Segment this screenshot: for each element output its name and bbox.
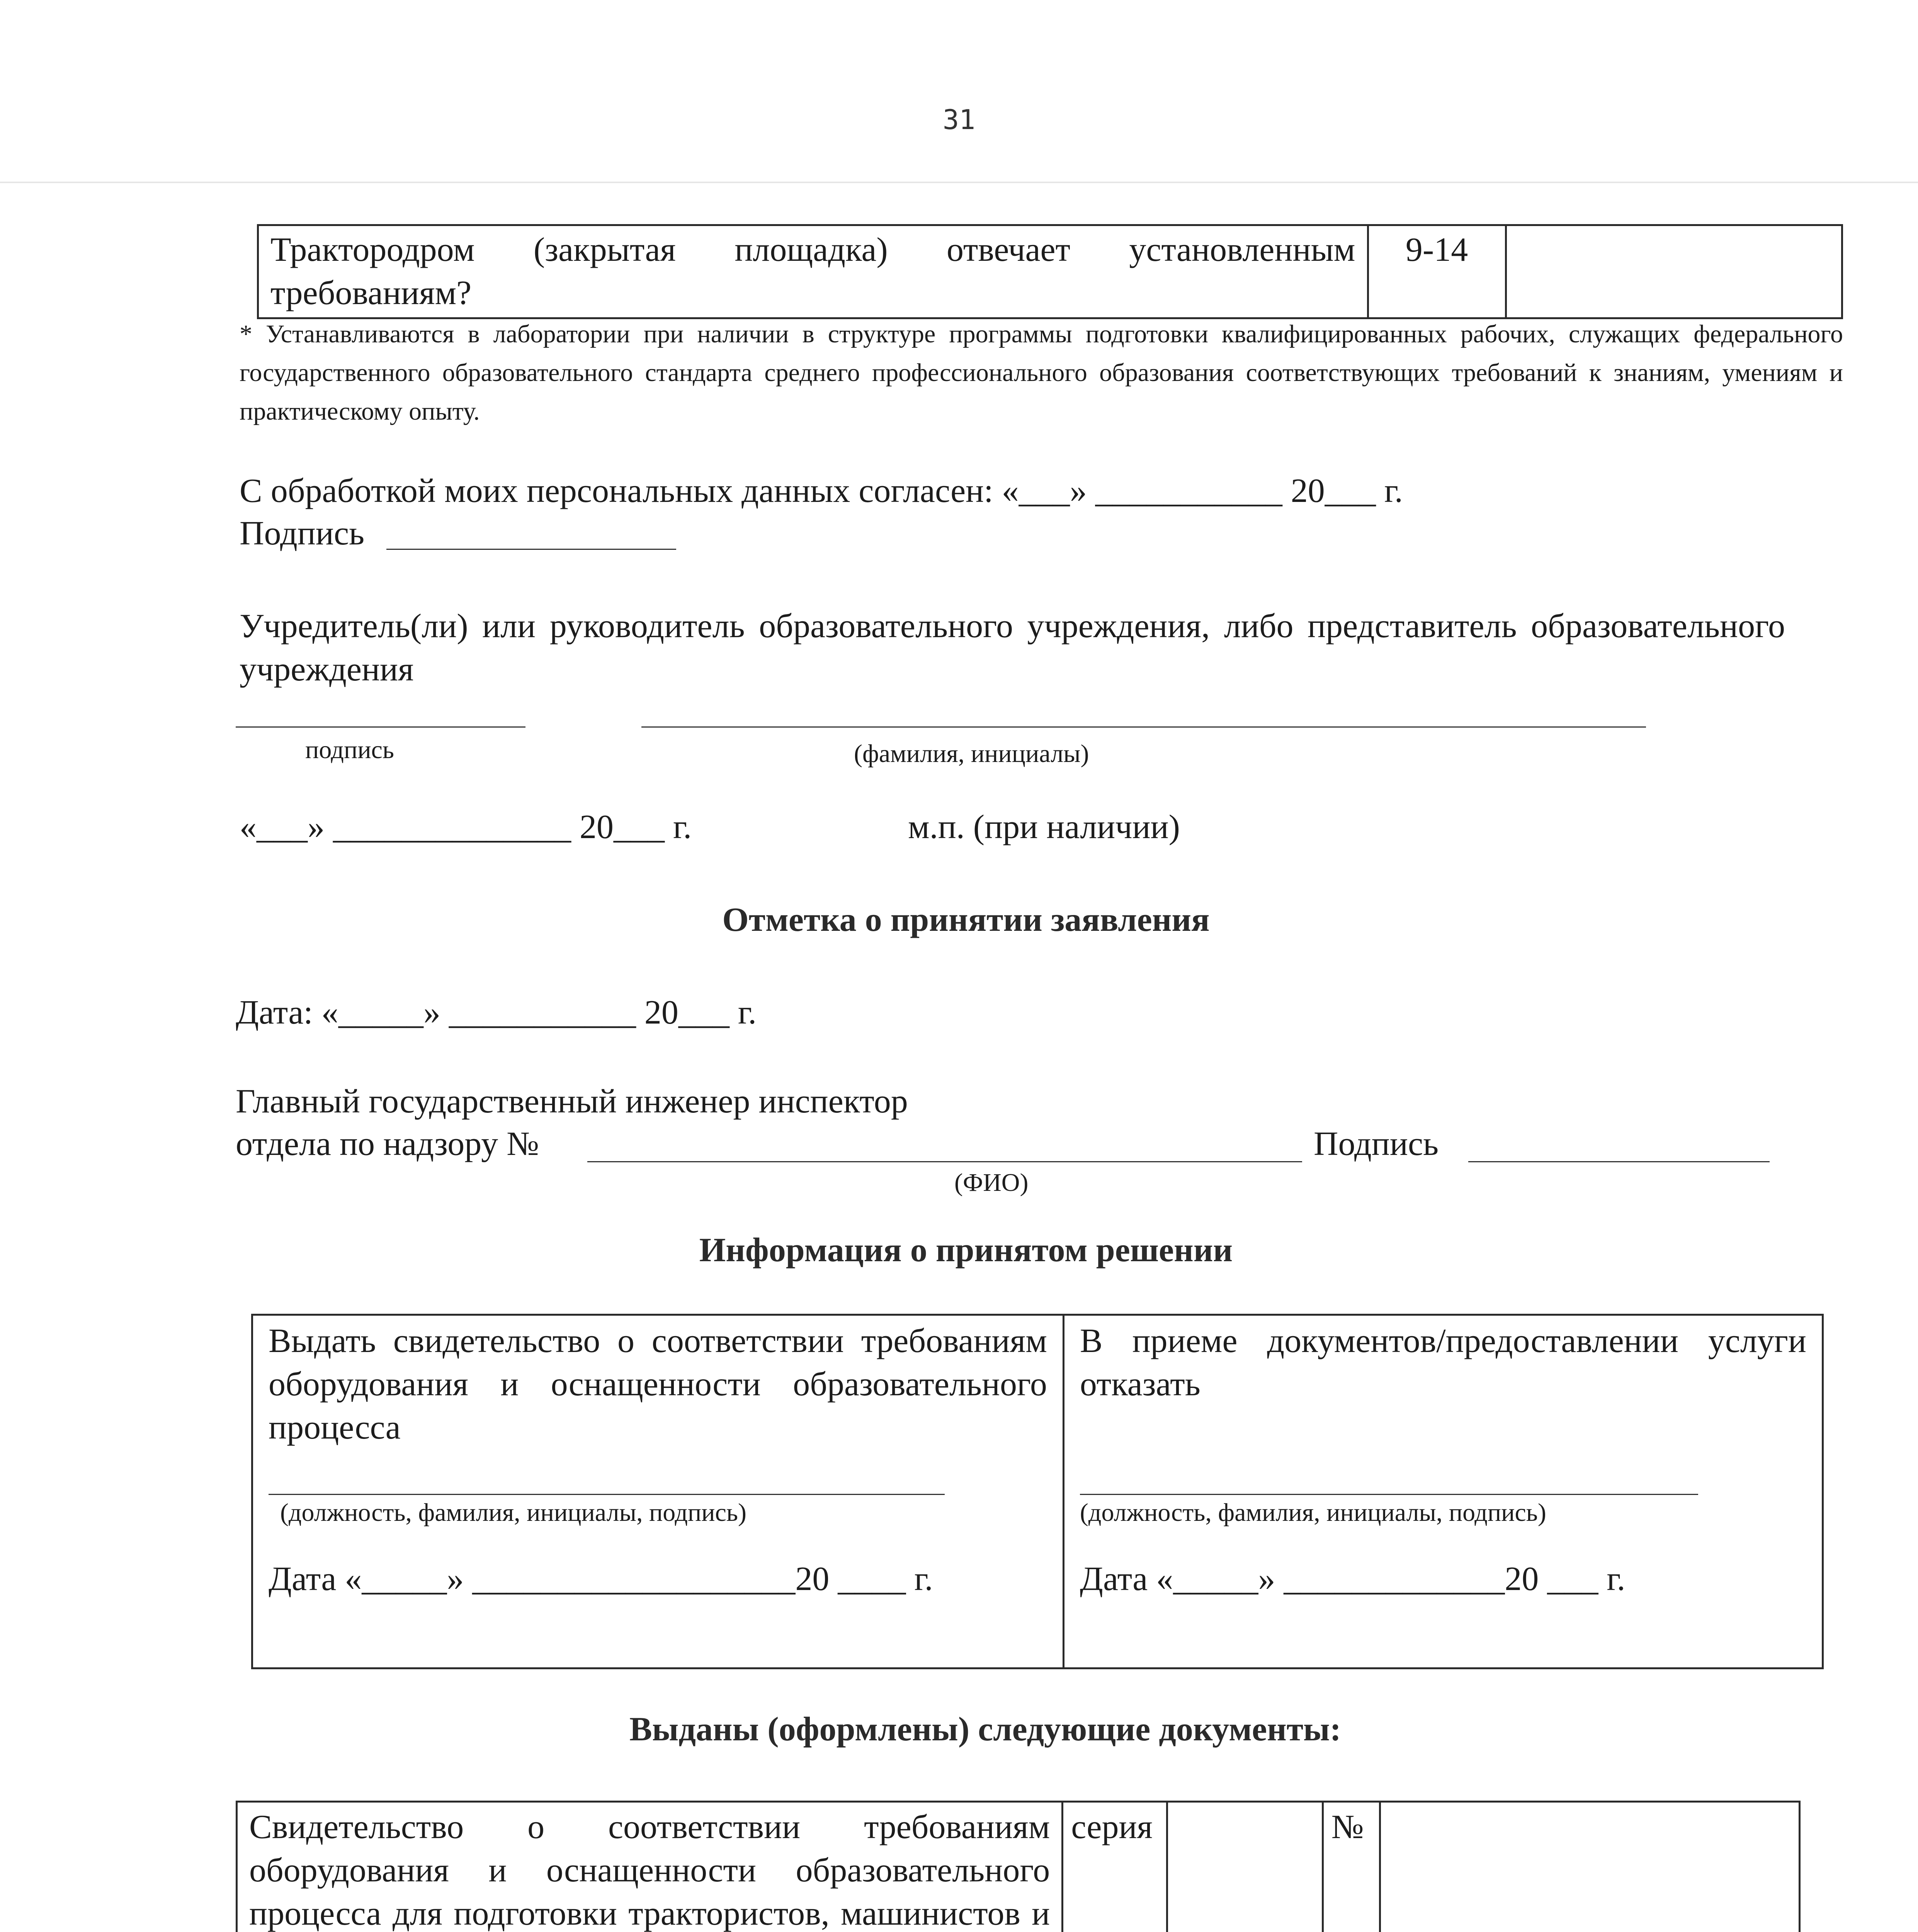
consent-signature-label: Подпись <box>240 515 365 552</box>
decision-issue-caption: (должность, фамилия, инициалы, подпись) <box>280 1498 746 1527</box>
acceptance-heading: Отметка о принятии заявления <box>722 901 1210 939</box>
criteria-question: Трактородром (закрытая площадка) отвечает установленным требованиям? <box>270 231 1355 312</box>
issued-series-value-cell[interactable] <box>1167 1802 1323 1932</box>
founder-signature-caption: подпись <box>305 736 394 764</box>
decision-issue-cell[interactable] <box>252 1315 1064 1668</box>
decision-issue-text: Выдать свидетельство о соответствии требованиям оборудования и оснащенности образовательного процесса <box>269 1322 1047 1446</box>
founder-stamp: м.п. (при наличии) <box>908 808 1180 846</box>
decision-refuse-cell[interactable] <box>1063 1315 1823 1668</box>
issued-series-label-cell <box>1063 1802 1167 1932</box>
decision-table <box>251 1314 1824 1669</box>
issued-heading: Выданы (оформлены) следующие документы: <box>629 1711 1342 1748</box>
founder-text: Учредитель(ли) или руководитель образовательного учреждения, либо представитель образовательного учреждения <box>240 607 1785 688</box>
founder-date-line: «___» ______________ 20___ г. <box>240 808 692 846</box>
issued-documents-table <box>236 1801 1801 1932</box>
acceptance-department-line[interactable] <box>587 1161 1302 1162</box>
issued-series-label: серия <box>1071 1808 1153 1846</box>
decision-refuse-date: Дата «_____» _____________20 ___ г. <box>1080 1560 1626 1598</box>
acceptance-inspector-line1: Главный государственный инженер инспектор <box>236 1083 908 1120</box>
table-row <box>237 1802 1800 1932</box>
acceptance-signature-line[interactable] <box>1468 1161 1770 1162</box>
criteria-answer-cell[interactable] <box>1506 225 1842 318</box>
acceptance-inspector-line2: отдела по надзору № <box>236 1125 539 1163</box>
page-number: 31 <box>942 104 976 136</box>
decision-issue-date: Дата «_____» ___________________20 ____ г. <box>269 1560 933 1598</box>
founder-signature-line[interactable] <box>236 726 525 728</box>
consent-signature-line[interactable] <box>386 549 676 550</box>
issued-doc-text: Свидетельство о соответствии требованиям оборудования и оснащенности образовательного процесса для подготовки трактористов, машинистов и <box>249 1808 1050 1932</box>
top-criteria-table <box>257 224 1843 319</box>
founder-name-caption: (фамилия, инициалы) <box>854 740 1089 768</box>
table-row <box>252 1315 1823 1668</box>
table-row <box>258 225 1842 318</box>
acceptance-date-line: Дата: «_____» ___________ 20___ г. <box>236 994 757 1031</box>
issued-number-value-cell[interactable] <box>1380 1802 1800 1932</box>
acceptance-fio-caption: (ФИО) <box>954 1168 1029 1197</box>
footnote: * Устанавливаются в лаборатории при наличии в структуре программы подготовки квалифицированных рабочих, служащих федерального государственного образовательного стандарта среднего профессионального образования соответствующих требований к знаниям, умениям и практическому опыту. <box>240 320 1843 425</box>
decision-refuse-text: В приеме документов/предоставлении услуги отказать <box>1080 1322 1806 1403</box>
criteria-code-cell <box>1368 225 1506 318</box>
acceptance-signature-label: Подпись <box>1314 1125 1439 1163</box>
criteria-code: 9-14 <box>1405 231 1468 269</box>
issued-number-label-cell <box>1323 1802 1380 1932</box>
issued-number-label: № <box>1331 1808 1364 1846</box>
decision-heading: Информация о принятом решении <box>699 1231 1233 1269</box>
founder-name-line[interactable] <box>641 726 1646 728</box>
consent-text: С обработкой моих персональных данных согласен: «___» ___________ 20___ г. <box>240 472 1403 510</box>
criteria-question-cell <box>258 225 1368 318</box>
decision-refuse-caption: (должность, фамилия, инициалы, подпись) <box>1080 1498 1546 1527</box>
issued-doc-cell <box>237 1802 1063 1932</box>
scan-artifact-line <box>0 182 1918 183</box>
